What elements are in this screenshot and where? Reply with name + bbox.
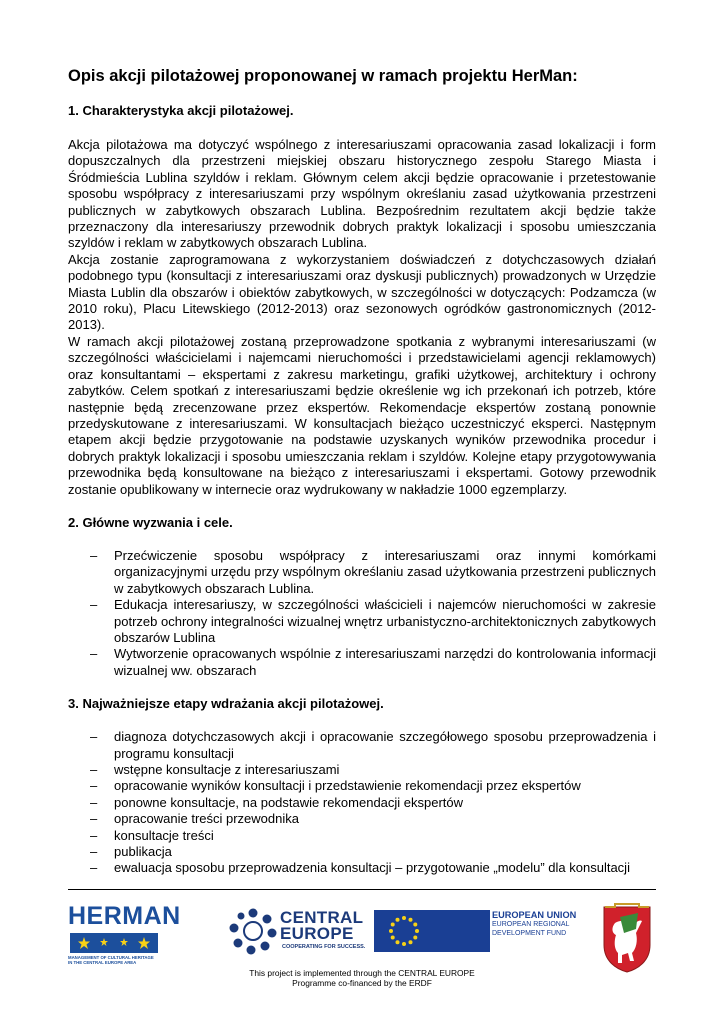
section-3-list (68, 729, 656, 877)
herman-logo (68, 902, 181, 965)
footer-note-line-2: Programme co-financed by the ERDF (292, 978, 432, 988)
list-item: – opracowanie wyników konsultacji i przedstawienie rekomendacji przez ekspertów (90, 778, 581, 794)
eu-stars-icon (374, 910, 490, 952)
list-item: – konsultacje treści (90, 827, 214, 843)
list-item: – ponowne konsultacje, na podstawie rekomendacji ekspertów (90, 794, 464, 810)
footer-divider (68, 889, 656, 890)
central-europe-emblem-icon (228, 907, 278, 955)
dash-bullet-icon: – (90, 811, 98, 827)
list-item: – publikacja (90, 844, 172, 860)
dash-bullet-icon: – (90, 844, 98, 860)
section-2-list (68, 548, 656, 679)
page-title: Opis akcji pilotażowej proponowanej w ramach projektu HerMan: (68, 67, 578, 85)
list-item: – Przećwiczenie sposobu współpracy z interesariuszami oraz innymi komórkami organizacyjnymi urzędu przy wspólnym określaniu zasad użytkowania przestrzeni publicznych w zabytkowych obszarach Lublina. (90, 547, 656, 596)
section-3-heading: 3. Najważniejsze etapy wdrażania akcji pilotażowej. (68, 696, 384, 712)
dash-bullet-icon: – (90, 547, 98, 563)
eu-title: EUROPEAN UNION (492, 910, 577, 920)
dash-bullet-icon: – (90, 778, 98, 794)
dash-bullet-icon: – (90, 827, 98, 843)
central-europe-tagline: COOPERATING FOR SUCCESS. (282, 944, 366, 950)
list-item: – wstępne konsultacje z interesariuszami (90, 762, 340, 777)
footer-note-line-1: This project is implemented through the CENTRAL EUROPE (249, 968, 475, 978)
list-item: – diagnoza dotychczasowych akcji i opracowanie szczegółowego sposobu przeprowadzenia i programu konsultacji (90, 729, 656, 761)
section-1-heading: 1. Charakterystyka akcji pilotażowej. (68, 103, 294, 118)
dash-bullet-icon: – (90, 794, 98, 810)
list-item: – Wytworzenie opracowanych wspólnie z interesariuszami narzędzi do kontrolowania informacji wizualnej ww. obszarach (90, 646, 656, 678)
section-1-paragraph-2: Akcja zostanie zaprogramowana z wykorzystaniem doświadczeń z dotychczasowych działań podobnego typu (konsultacji z interesariuszami oraz dyskusji publicznych) prowadzonych w Urzędzie Miasta Lublin dla obszarów i obiektów zabytkowych, w szczególności w dotyczących: Podzamcza (w 2010 roku), Placu Litewskiego (2012-2013) oraz sezonowych ogródków gastronomicznych (2012-2013). (68, 251, 656, 333)
eu-subtitle-2: DEVELOPMENT FUND (492, 929, 567, 937)
dash-bullet-icon: – (90, 646, 98, 662)
section-1-paragraph-1: Akcja pilotażowa ma dotyczyć wspólnego z interesariuszami opracowania zasad lokalizacji i form dopuszczalnych dla przestrzeni miejskiej obszaru historycznego zespołu Starego Miasta i Śródmieścia Lublina szyldów i reklam. Głównym celem akcji będzie opracowanie i przetestowanie sposobu współpracy z interesariuszami przy wspólnym określaniu zasad użytkowania przestrzeni publicznych w zabytkowych obszarach Lublina. Bezpośrednim rezultatem akcji będzie także przeznaczony dla interesariuszy przewodnik dobrych praktyk lokalizacji i sposobu umieszczania szyldów i reklam w zabytkowych obszarach Lublina. (68, 137, 656, 251)
section-1-paragraph-3: W ramach akcji pilotażowej zostaną przeprowadzone spotkania z wybranymi interesariuszami (w szczególności właścicielami i najemcami nieruchomości i przedstawicielami agencji reklamowych) oraz konsultantami – ekspertami z zakresu marketingu, grafiki użytkowej, architektury i ochrony zabytków. Celem spotkań z interesariuszami będzie określenie wg ich przekonań ich potrzeb, które następnie będą zrecenzowane przez ekspertów. Rekomendacje ekspertów zostaną ponownie przedyskutowane z interesariuszami. W konsultacjach bieżąco uczestniczyć eksperci. Następnym etapem akcji będzie przygotowanie na podstawie uzyskanych wyników przewodnika procedur i dobrych praktyk lokalizacji i sposobu umieszczania reklam i szyldów. Kolejne etapy przygotowywania przewodnika będą konsultowane na bieżąco z interesariuszami i ekspertami. Gotowy przewodnik zostanie opublikowany w internecie oraz wydrukowany w nakładzie 1000 egzemplarzy. (68, 333, 656, 497)
lublin-crest-icon (598, 903, 656, 973)
herman-logo-subtitle-1: MANAGEMENT OF CULTURAL HERITAGE (68, 955, 154, 960)
dash-bullet-icon: – (90, 729, 98, 745)
eu-flag (374, 910, 490, 952)
dash-bullet-icon: – (90, 860, 98, 876)
list-item: – opracowanie treści przewodnika (90, 811, 299, 827)
dash-bullet-icon: – (90, 597, 98, 613)
central-europe-logo (228, 907, 364, 957)
list-item: – ewaluacja sposobu przeprowadzenia konsultacji – przygotowanie „modelu” dla konsultacji (90, 860, 630, 876)
herman-stars-bar (70, 933, 158, 953)
eu-subtitle-1: EUROPEAN REGIONAL (492, 921, 570, 928)
herman-logo-subtitle-2: IN THE CENTRAL EUROPE AREA (68, 960, 137, 965)
eu-fund-text (492, 910, 578, 952)
section-2-heading: 2. Główne wyzwania i cele. (68, 514, 233, 530)
herman-logo-text: HERMAN (68, 902, 181, 930)
central-europe-text-2: EUROPE (280, 924, 354, 943)
dash-bullet-icon: – (90, 762, 98, 777)
central-europe-text-1: CENTRAL (280, 908, 364, 927)
document-body (68, 66, 656, 877)
list-item: – Edukacja interesariuszy, w szczególności właścicieli i najemców nieruchomości w zakresie potrzeb ochrony integralności wizualnej wnętrz urbanistyczno-architektonicznych zabytkowych obszarów Lublina (90, 597, 656, 645)
star-icon (70, 933, 158, 953)
